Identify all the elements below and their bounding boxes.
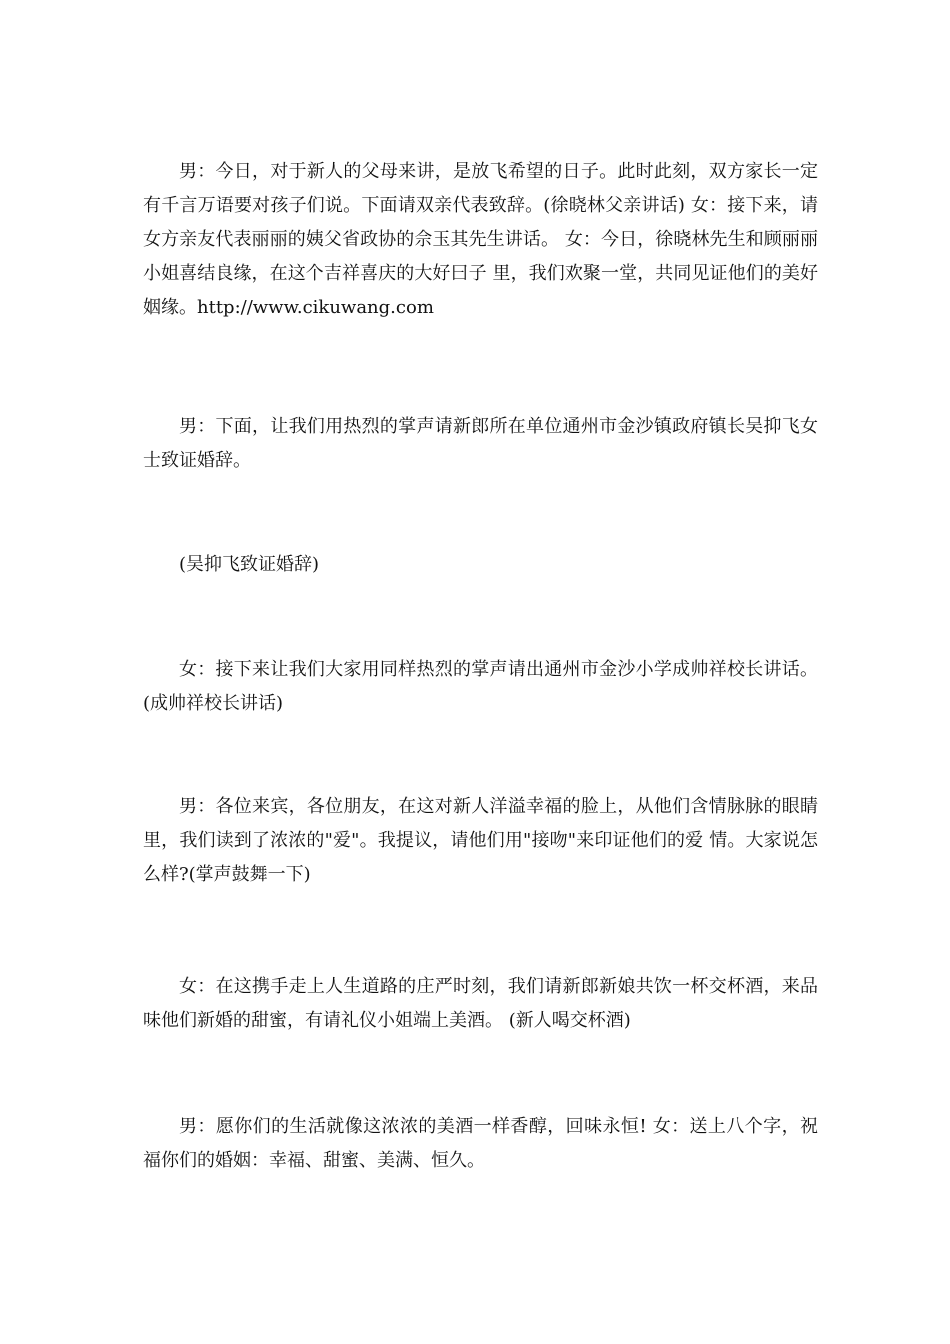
paragraph-principal-speech: 女：接下来让我们大家用同样热烈的掌声请出通州市金沙小学成帅祥校长讲话。(成帅祥校长讲话) bbox=[143, 659, 818, 714]
paragraph-parents-speech: 男：今日，对于新人的父母来讲，是放飞希望的日子。此时此刻，双方家长一定有千言万语要对孩子们说。下面请双亲代表致辞。(徐晓林父亲讲话) 女：接下来，请女方亲友代表丽丽的姨父省政协的佘玉其先生讲话。 女：今日，徐晓林先生和顾丽丽小姐喜结良缘，在这个吉祥喜庆的大好曰子 里，我们欢聚一堂，共同见证他们的美好姻缘。http://www.cikuwang.com bbox=[143, 161, 818, 318]
paragraph-blessing: 男：愿你们的生活就像这浓浓的美酒一样香醇，回味永恒! 女：送上八个字，祝福你们的婚姻：幸福、甜蜜、美满、恒久。 bbox=[143, 1116, 818, 1171]
paragraph-witness-intro: 男：下面，让我们用热烈的掌声请新郎所在单位通州市金沙镇政府镇长吴抑飞女士致证婚辞。 bbox=[143, 416, 818, 471]
paragraph-kiss-proposal: 男：各位来宾，各位朋友，在这对新人洋溢幸福的脸上，从他们含情脉脉的眼睛里，我们读到了浓浓的"爱"。我提议，请他们用"接吻"来印证他们的爱 情。大家说怎么样?(掌声鼓舞一下) bbox=[143, 796, 818, 885]
paragraph-wine-toast: 女：在这携手走上人生道路的庄严时刻，我们请新郎新娘共饮一杯交杯酒，来品味他们新婚的甜蜜，有请礼仪小姐端上美酒。 (新人喝交杯酒) bbox=[143, 976, 818, 1031]
paragraph-witness-speech-note: (吴抑飞致证婚辞) bbox=[179, 554, 320, 575]
